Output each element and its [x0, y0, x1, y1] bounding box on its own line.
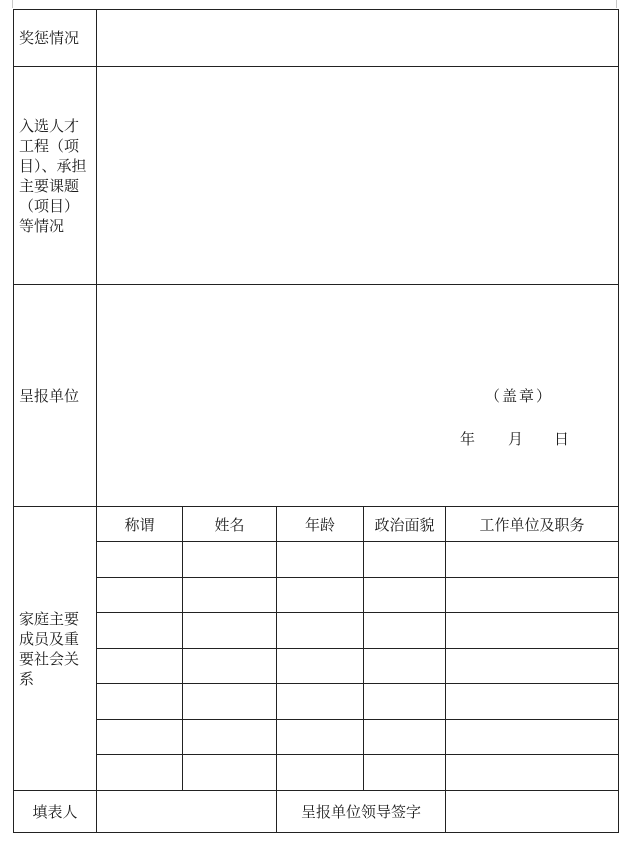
submit-unit-row — [14, 285, 619, 507]
family-cell[interactable] — [183, 755, 277, 791]
corner-mark-left — [12, 0, 13, 8]
talent-row — [14, 67, 619, 285]
family-cell[interactable] — [446, 684, 619, 720]
family-cell[interactable] — [97, 684, 183, 720]
date-day: 日 — [554, 430, 570, 448]
family-cell[interactable] — [97, 720, 183, 755]
family-header-political-status: 政治面貌 — [364, 507, 446, 542]
signature-row — [14, 791, 619, 833]
family-cell[interactable] — [183, 578, 277, 613]
family-header-name: 姓名 — [183, 507, 277, 542]
submit-unit-label: 呈报单位 — [14, 285, 97, 507]
awards-label: 奖惩情况 — [14, 10, 97, 67]
family-header-work-unit: 工作单位及职务 — [446, 507, 619, 542]
family-row — [14, 542, 619, 578]
family-cell[interactable] — [183, 649, 277, 684]
registration-form-table — [13, 9, 619, 833]
family-cell[interactable] — [364, 720, 446, 755]
awards-row — [14, 10, 619, 67]
date-year: 年 — [460, 430, 476, 448]
family-cell[interactable] — [183, 684, 277, 720]
family-cell[interactable] — [277, 613, 364, 649]
family-cell[interactable] — [277, 755, 364, 791]
leader-sign-input[interactable] — [446, 791, 619, 833]
family-cell[interactable] — [364, 755, 446, 791]
family-cell[interactable] — [364, 649, 446, 684]
family-cell[interactable] — [364, 542, 446, 578]
corner-mark-right — [616, 0, 617, 8]
family-cell[interactable] — [364, 578, 446, 613]
awards-input[interactable] — [97, 10, 619, 67]
family-cell[interactable] — [446, 720, 619, 755]
family-cell[interactable] — [446, 578, 619, 613]
leader-sign-label: 呈报单位领导签字 — [277, 791, 446, 833]
family-cell[interactable] — [364, 613, 446, 649]
family-header-title: 称谓 — [97, 507, 183, 542]
family-header-age: 年龄 — [277, 507, 364, 542]
family-row — [14, 720, 619, 755]
family-cell[interactable] — [446, 613, 619, 649]
family-row — [14, 649, 619, 684]
family-cell[interactable] — [446, 542, 619, 578]
family-cell[interactable] — [183, 720, 277, 755]
talent-input[interactable] — [97, 67, 619, 285]
family-cell[interactable] — [183, 613, 277, 649]
family-cell[interactable] — [277, 542, 364, 578]
family-row — [14, 613, 619, 649]
family-cell[interactable] — [97, 578, 183, 613]
family-row — [14, 578, 619, 613]
filler-input[interactable] — [97, 791, 277, 833]
family-cell[interactable] — [183, 542, 277, 578]
family-cell[interactable] — [446, 755, 619, 791]
stamp-text: （盖章） — [485, 387, 554, 405]
family-cell[interactable] — [97, 542, 183, 578]
family-header-row — [14, 507, 619, 542]
family-label: 家庭主要成员及重要社会关系 — [14, 507, 97, 791]
family-cell[interactable] — [97, 613, 183, 649]
family-cell[interactable] — [97, 649, 183, 684]
family-row — [14, 684, 619, 720]
family-cell[interactable] — [277, 649, 364, 684]
family-cell[interactable] — [97, 755, 183, 791]
family-row — [14, 755, 619, 791]
date-month: 月 — [508, 430, 524, 448]
family-cell[interactable] — [364, 684, 446, 720]
talent-label: 入选人才工程（项目）、承担主要课题（项目）等情况 — [14, 67, 97, 285]
family-cell[interactable] — [277, 684, 364, 720]
submit-unit-input[interactable] — [97, 285, 619, 507]
family-cell[interactable] — [277, 720, 364, 755]
family-cell[interactable] — [277, 578, 364, 613]
filler-label: 填表人 — [14, 791, 97, 833]
family-cell[interactable] — [446, 649, 619, 684]
